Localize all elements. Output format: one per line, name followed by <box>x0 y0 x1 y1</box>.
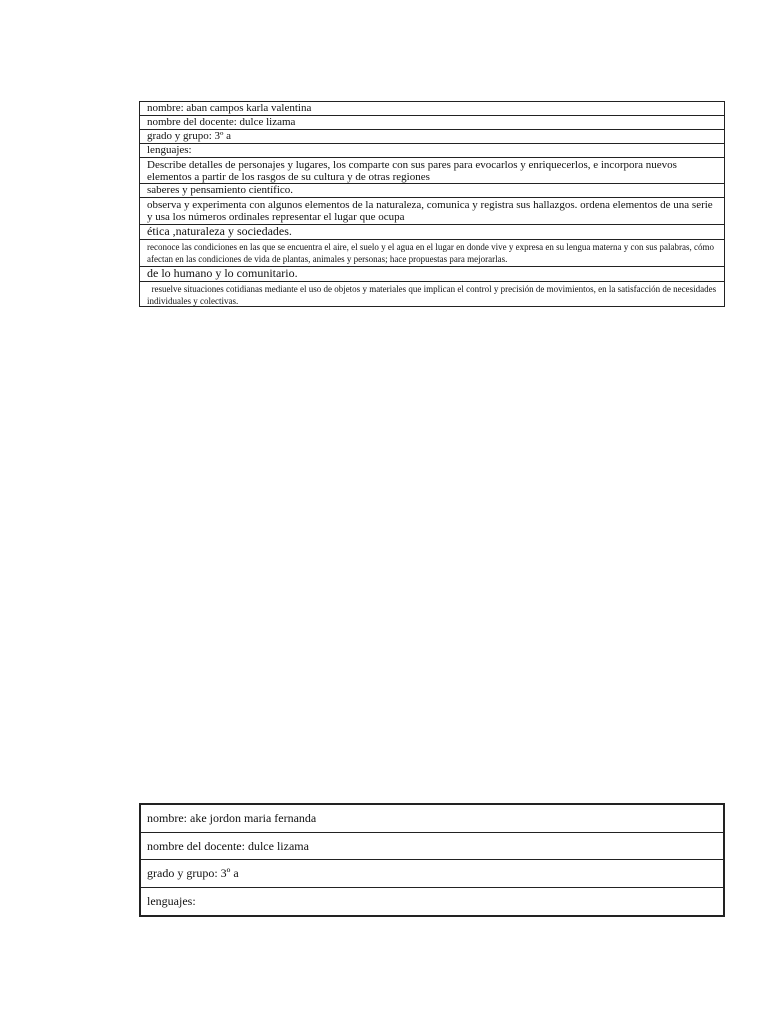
grade-group: grado y grupo: 3º a <box>147 866 239 880</box>
teacher-name: nombre del docente: dulce lizama <box>147 116 296 128</box>
grade-group-row <box>141 860 723 888</box>
student-name-row <box>140 102 724 116</box>
lenguajes-heading-row <box>140 144 724 158</box>
student-table-1 <box>139 101 725 307</box>
saberes-description: observa y experimenta con algunos elementos de la naturaleza, comunica y registra sus hallazgos. ordena elementos de una serie y usa los números ordinales representar el lugar que ocupa <box>147 199 713 223</box>
teacher-name: nombre del docente: dulce lizama <box>147 838 309 853</box>
lenguajes-heading: lenguajes: <box>147 893 196 908</box>
student-name: nombre: ake jordon maria fernanda <box>147 811 317 825</box>
etica-description: reconoce las condiciones en las que se encuentra el aire, el suelo y el agua en el lugar en donde vive y expresa en su lengua materna y con sus palabras, cómo afectan en las condiciones de vida de plantas, animales y personas; hace propuestas para mejorarlas. <box>147 242 715 264</box>
lenguajes-description-row <box>140 158 724 184</box>
saberes-heading: saberes y pensamiento científico. <box>147 184 294 196</box>
student-name: nombre: aban campos karla valentina <box>147 102 312 114</box>
lenguajes-heading: lenguajes: <box>147 144 192 156</box>
saberes-description-row <box>140 198 724 225</box>
teacher-name-row <box>141 833 723 861</box>
student-name-row <box>141 805 723 833</box>
teacher-name-row <box>140 116 724 130</box>
etica-heading-row <box>140 225 724 240</box>
humano-heading-row <box>140 267 724 282</box>
student-table-2 <box>139 803 725 917</box>
humano-description-row <box>140 282 724 306</box>
grade-group: grado y grupo: 3º a <box>147 130 232 142</box>
saberes-heading-row <box>140 184 724 198</box>
etica-heading: ética ,naturaleza y sociedades. <box>147 224 292 238</box>
humano-heading: de lo humano y lo comunitario. <box>147 266 298 280</box>
humano-description: resuelve situaciones cotidianas mediante el uso de objetos y materiales que implican el control y precisión de movimientos, en la satisfacción de necesidades individuales y colectivas. <box>147 284 719 306</box>
grade-group-row <box>140 130 724 144</box>
lenguajes-heading-row <box>141 888 723 916</box>
etica-description-row <box>140 240 724 267</box>
lenguajes-description: Describe detalles de personajes y lugares, los comparte con sus pares para evocarlos y enriquecerlos, e incorpora nuevos elementos a partir de los rasgos de su cultura y de otras regiones <box>147 159 677 183</box>
